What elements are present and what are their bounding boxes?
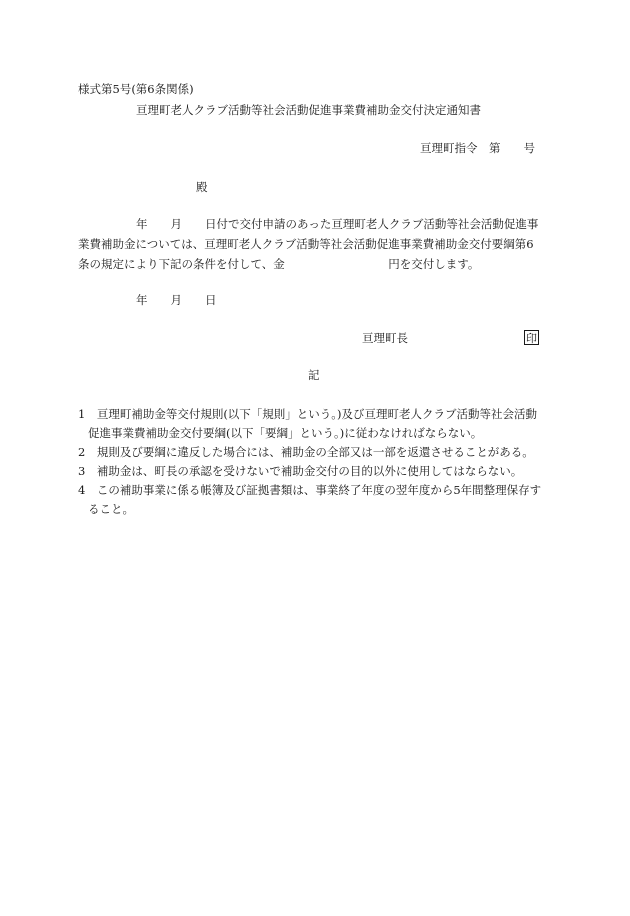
condition-3: 3 補助金は、町長の承認を受けないで補助金交付の目的以外に使用してはならない。 xyxy=(78,464,523,478)
form-number: 様式第5号(第6条関係) xyxy=(78,82,194,96)
directive-number: 亘理町指令 第 号 xyxy=(420,141,535,155)
condition-2: 2 規則及び要綱に違反した場合には、補助金の全部又は一部を返還させることがある。 xyxy=(78,445,534,459)
condition-4-line-1: 4 この補助事業に係る帳簿及び証拠書類は、事業終了年度の翌年度から5年間整理保存す xyxy=(78,483,542,497)
heading-ki: 記 xyxy=(308,368,320,382)
condition-4-line-2: ること。 xyxy=(88,502,134,516)
seal-stamp: 印 xyxy=(526,332,537,345)
condition-1-line-2: 促進事業費補助金交付要綱(以下「要綱」という。)に従わなければならない。 xyxy=(88,426,483,440)
issue-date: 年 月 日 xyxy=(136,293,217,307)
body-line-2: 業費補助金については、亘理町老人クラブ活動等社会活動促進事業費補助金交付要綱第6 xyxy=(78,237,534,251)
body-line-1: 年 月 日付で交付申請のあった亘理町老人クラブ活動等社会活動促進事 xyxy=(136,217,539,231)
issuer-name: 亘理町長 xyxy=(362,331,408,345)
addressee-suffix: 殿 xyxy=(196,180,208,194)
document-title: 亘理町老人クラブ活動等社会活動促進事業費補助金交付決定通知書 xyxy=(136,103,481,117)
condition-1-line-1: 1 亘理町補助金等交付規則(以下「規則」という。)及び亘理町老人クラブ活動等社会活動 xyxy=(78,407,538,421)
body-line-3: 条の規定により下記の条件を付して、金 円を交付します。 xyxy=(78,257,480,271)
